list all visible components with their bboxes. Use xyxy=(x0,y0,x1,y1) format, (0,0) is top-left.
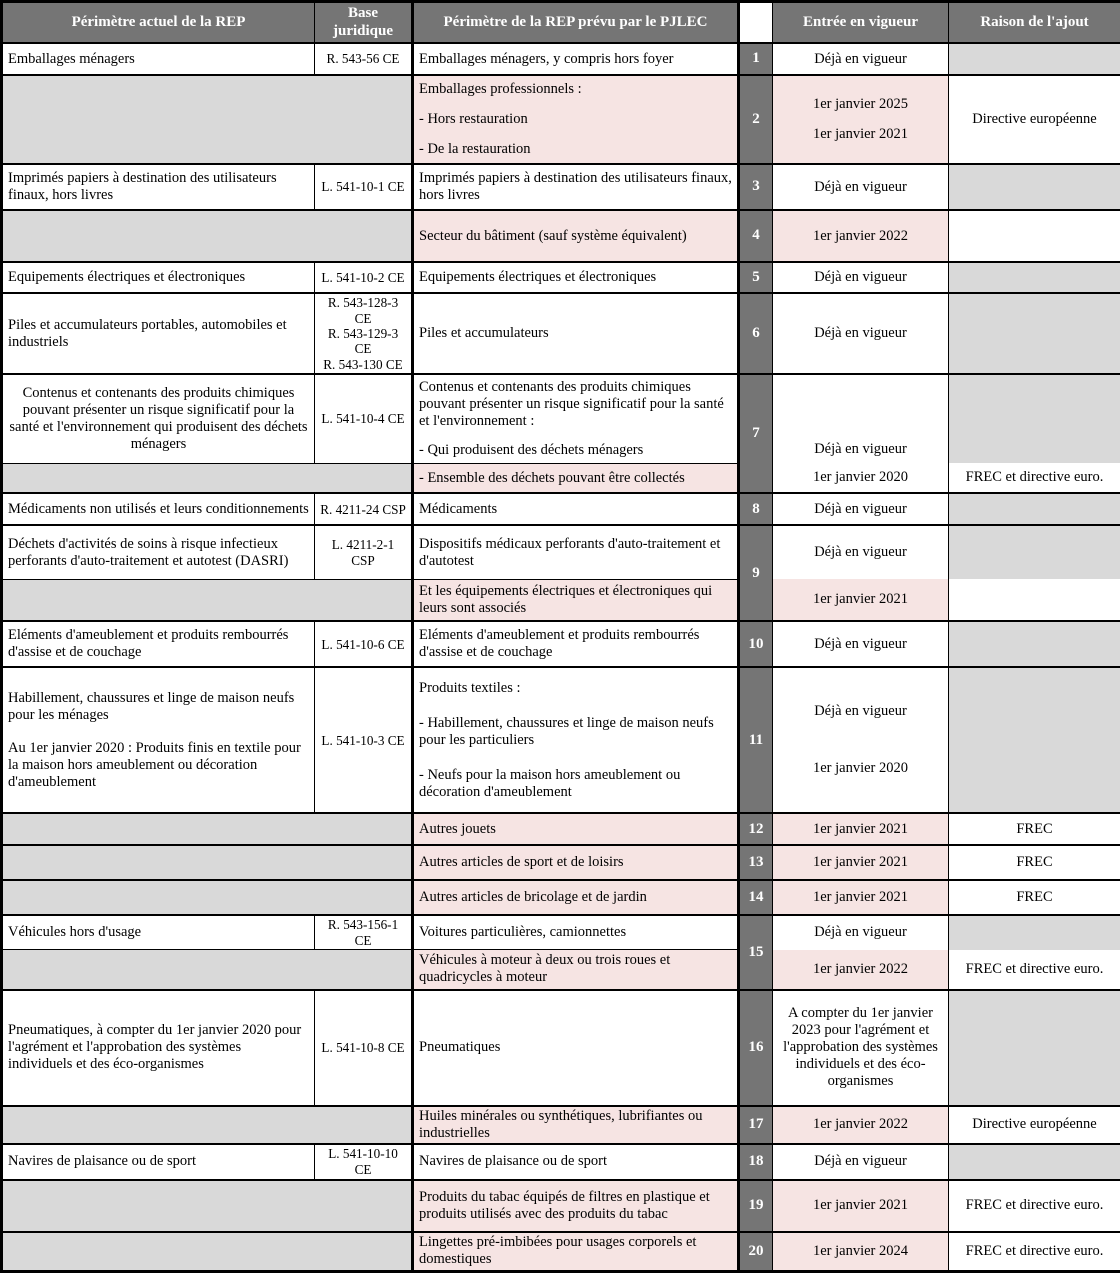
cell-entry xyxy=(773,621,949,667)
table-row xyxy=(2,813,1120,845)
cell-left xyxy=(2,374,315,463)
cell-scope xyxy=(413,293,739,374)
row-number: 4 xyxy=(739,210,773,262)
cell-scope xyxy=(413,525,739,579)
cell-base-text: R. 543-56 CE xyxy=(320,51,406,66)
cell-reason xyxy=(949,880,1120,915)
cell-reason xyxy=(949,1106,1120,1144)
cell-entry-text: 1er janvier 2021 xyxy=(778,821,943,838)
header-entree-en-vigueur: Entrée en vigueur xyxy=(773,2,949,44)
cell-reason xyxy=(949,262,1120,293)
table-row xyxy=(2,164,1120,210)
row-number: 8 xyxy=(739,493,773,525)
table-row xyxy=(2,210,1120,262)
row-number: 9 xyxy=(739,525,773,621)
cell-entry xyxy=(773,210,949,262)
cell-reason xyxy=(949,43,1120,75)
cell-left-text: Pneumatiques, à compter du 1er janvier 2020 pour l'agrément et l'approbation des systèmes individuels et des éco-organismes xyxy=(8,1022,309,1073)
cell-entry-text: Déjà en vigueur xyxy=(778,1153,943,1170)
cell-reason xyxy=(949,210,1120,262)
cell-reason xyxy=(949,950,1120,990)
cell-base-text: L. 541-10-4 CE xyxy=(320,411,406,426)
cell-scope xyxy=(413,374,739,463)
cell-scope-text: Navires de plaisance ou de sport xyxy=(419,1153,732,1170)
rep-table-body xyxy=(2,43,1120,1271)
row-number: 13 xyxy=(739,845,773,880)
cell-left xyxy=(2,262,315,293)
cell-left xyxy=(2,493,315,525)
cell-left xyxy=(2,525,315,579)
cell-entry-text: Déjà en vigueur xyxy=(778,51,943,68)
cell-entry-text: 1er janvier 2021 xyxy=(778,889,943,906)
cell-entry xyxy=(773,667,949,813)
table-row xyxy=(2,75,1120,164)
cell-entry xyxy=(773,493,949,525)
cell-left-text: Emballages ménagers xyxy=(8,51,309,68)
cell-reason xyxy=(949,990,1120,1106)
cell-left-text: Contenus et contenants des produits chimiques pouvant présenter un risque significatif pour la santé et l'environnement qui produisent des déchets ménagers xyxy=(8,385,309,453)
cell-left-text: Déchets d'activités de soins à risque infectieux perforants d'auto-traitement et autotest (DASRI) xyxy=(8,536,309,570)
cell-base-text: R. 543-128-3 CE xyxy=(320,295,406,326)
cell-entry-text: A compter du 1er janvier 2023 pour l'agrément et l'approbation des systèmes individuels et des éco-organismes xyxy=(778,1005,943,1090)
cell-scope xyxy=(413,210,739,262)
cell-scope xyxy=(413,463,739,493)
cell-scope-text: Médicaments xyxy=(419,501,732,518)
cell-base xyxy=(315,990,413,1106)
cell-scope-text: Pneumatiques xyxy=(419,1039,732,1056)
row-number: 17 xyxy=(739,1106,773,1144)
cell-entry xyxy=(773,75,949,164)
cell-scope xyxy=(413,43,739,75)
table-row xyxy=(2,374,1120,463)
row-number: 3 xyxy=(739,164,773,210)
cell-left-text: Equipements électriques et électroniques xyxy=(8,269,309,286)
cell-left-text: Navires de plaisance ou de sport xyxy=(8,1153,309,1170)
cell-left xyxy=(2,990,315,1106)
cell-scope-text: Piles et accumulateurs xyxy=(419,325,732,342)
cell-entry-text: 1er janvier 2024 xyxy=(778,1243,943,1260)
cell-base-text: L. 541-10-1 CE xyxy=(320,179,406,194)
cell-reason-text: FREC xyxy=(954,889,1115,906)
table-row xyxy=(2,667,1120,813)
cell-scope-text: Secteur du bâtiment (sauf système équivalent) xyxy=(419,228,732,245)
cell-base-text: L. 4211-2-1 CSP xyxy=(320,537,406,568)
row-number: 5 xyxy=(739,262,773,293)
cell-entry xyxy=(773,813,949,845)
cell-left xyxy=(2,667,315,813)
header-number-spacer xyxy=(739,2,773,44)
cell-reason xyxy=(949,621,1120,667)
cell-left xyxy=(2,880,413,915)
row-number: 20 xyxy=(739,1232,773,1272)
cell-entry-text: Déjà en vigueur xyxy=(778,441,943,458)
cell-scope-text: - Hors restauration xyxy=(419,111,732,128)
cell-base xyxy=(315,915,413,949)
cell-scope xyxy=(413,1106,739,1144)
cell-scope-text: Dispositifs médicaux perforants d'auto-traitement et d'autotest xyxy=(419,536,732,570)
cell-entry-text: 1er janvier 2020 xyxy=(778,760,943,777)
cell-entry xyxy=(773,579,949,621)
table-row xyxy=(2,845,1120,880)
cell-left xyxy=(2,845,413,880)
row-number: 10 xyxy=(739,621,773,667)
cell-scope-text: Produits textiles : xyxy=(419,680,732,697)
cell-entry-text: Déjà en vigueur xyxy=(778,325,943,342)
cell-base-text: R. 4211-24 CSP xyxy=(320,502,406,517)
cell-entry-text: 1er janvier 2021 xyxy=(778,854,943,871)
cell-left-text: Médicaments non utilisés et leurs conditionnements xyxy=(8,501,309,518)
cell-entry-text: Déjà en vigueur xyxy=(778,179,943,196)
cell-left xyxy=(2,210,413,262)
table-row xyxy=(2,1144,1120,1180)
cell-left xyxy=(2,1232,413,1272)
cell-entry-text: 1er janvier 2022 xyxy=(778,228,943,245)
table-row xyxy=(2,950,1120,990)
cell-reason xyxy=(949,1180,1120,1232)
table-row xyxy=(2,43,1120,75)
cell-entry xyxy=(773,880,949,915)
cell-scope xyxy=(413,880,739,915)
cell-left xyxy=(2,164,315,210)
cell-scope xyxy=(413,1232,739,1272)
cell-base-text: R. 543-156-1 CE xyxy=(320,917,406,948)
cell-left xyxy=(2,621,315,667)
cell-base-text: L. 541-10-10 CE xyxy=(320,1146,406,1177)
cell-base xyxy=(315,667,413,813)
table-row xyxy=(2,293,1120,374)
cell-entry-text: 1er janvier 2020 xyxy=(778,469,943,486)
cell-scope xyxy=(413,813,739,845)
header-perimetre-pjlec: Périmètre de la REP prévu par le PJLEC xyxy=(413,2,739,44)
cell-scope-text: Autres articles de sport et de loisirs xyxy=(419,854,732,871)
table-row xyxy=(2,1106,1120,1144)
cell-base-text: L. 541-10-6 CE xyxy=(320,637,406,652)
cell-scope-text: - Ensemble des déchets pouvant être collectés xyxy=(419,470,732,487)
cell-reason xyxy=(949,1144,1120,1180)
cell-scope xyxy=(413,667,739,813)
cell-left xyxy=(2,1180,413,1232)
cell-base xyxy=(315,1144,413,1180)
cell-entry xyxy=(773,1180,949,1232)
cell-base-text: L. 541-10-3 CE xyxy=(320,733,406,748)
cell-left-text: Au 1er janvier 2020 : Produits finis en textile pour la maison hors ameublement ou décoration d'ameublement xyxy=(8,740,309,791)
cell-scope-text: Voitures particulières, camionnettes xyxy=(419,924,732,941)
row-number: 19 xyxy=(739,1180,773,1232)
cell-entry xyxy=(773,293,949,374)
cell-reason-text: FREC et directive euro. xyxy=(954,961,1115,978)
cell-reason-text: FREC xyxy=(954,821,1115,838)
cell-left-text: Imprimés papiers à destination des utilisateurs finaux, hors livres xyxy=(8,170,309,204)
cell-scope xyxy=(413,915,739,949)
table-row xyxy=(2,463,1120,493)
cell-base xyxy=(315,293,413,374)
cell-reason-text: Directive européenne xyxy=(954,111,1115,128)
cell-base xyxy=(315,525,413,579)
cell-base-text: R. 543-130 CE xyxy=(320,357,406,372)
cell-left xyxy=(2,1106,413,1144)
cell-reason xyxy=(949,525,1120,579)
cell-scope xyxy=(413,164,739,210)
cell-scope xyxy=(413,262,739,293)
cell-entry-text: 1er janvier 2022 xyxy=(778,961,943,978)
cell-base-text: L. 541-10-2 CE xyxy=(320,270,406,285)
cell-reason-text: FREC et directive euro. xyxy=(954,1243,1115,1260)
cell-entry xyxy=(773,950,949,990)
cell-entry-text: Déjà en vigueur xyxy=(778,636,943,653)
cell-scope xyxy=(413,950,739,990)
cell-left xyxy=(2,579,413,621)
cell-scope-text: Equipements électriques et électroniques xyxy=(419,269,732,286)
row-number: 15 xyxy=(739,915,773,989)
cell-entry xyxy=(773,990,949,1106)
cell-entry xyxy=(773,374,949,463)
row-number: 2 xyxy=(739,75,773,164)
table-header xyxy=(2,2,1120,44)
cell-base xyxy=(315,374,413,463)
header-raison-ajout: Raison de l'ajout xyxy=(949,2,1120,44)
cell-entry-text: 1er janvier 2021 xyxy=(778,1197,943,1214)
cell-reason-text: FREC et directive euro. xyxy=(954,1197,1115,1214)
row-number: 11 xyxy=(739,667,773,813)
cell-base-text: L. 541-10-8 CE xyxy=(320,1040,406,1055)
cell-scope xyxy=(413,493,739,525)
header-row xyxy=(2,2,1120,44)
row-number: 1 xyxy=(739,43,773,75)
cell-left xyxy=(2,813,413,845)
table-row xyxy=(2,621,1120,667)
cell-entry-text: Déjà en vigueur xyxy=(778,269,943,286)
cell-scope-text: - Habillement, chaussures et linge de maison neufs pour les particuliers xyxy=(419,715,732,749)
table-row xyxy=(2,525,1120,579)
row-number: 14 xyxy=(739,880,773,915)
cell-scope-text: Lingettes pré-imbibées pour usages corporels et domestiques xyxy=(419,1234,732,1268)
cell-entry xyxy=(773,1106,949,1144)
cell-entry xyxy=(773,1144,949,1180)
row-number: 7 xyxy=(739,374,773,493)
cell-entry xyxy=(773,262,949,293)
cell-reason xyxy=(949,1232,1120,1272)
cell-reason xyxy=(949,293,1120,374)
cell-left xyxy=(2,915,315,949)
cell-scope xyxy=(413,579,739,621)
table-row xyxy=(2,1180,1120,1232)
cell-entry xyxy=(773,845,949,880)
cell-base xyxy=(315,262,413,293)
table-row xyxy=(2,579,1120,621)
cell-scope-text: Autres articles de bricolage et de jardin xyxy=(419,889,732,906)
cell-scope-text: Produits du tabac équipés de filtres en plastique et produits utilisés avec des produits du tabac xyxy=(419,1189,732,1223)
cell-base-text: R. 543-129-3 CE xyxy=(320,326,406,357)
cell-entry xyxy=(773,915,949,949)
cell-left-text: Habillement, chaussures et linge de maison neufs pour les ménages xyxy=(8,690,309,724)
cell-entry xyxy=(773,1232,949,1272)
cell-left-text: Eléments d'ameublement et produits rembourrés d'assise et de couchage xyxy=(8,627,309,661)
cell-entry-text: Déjà en vigueur xyxy=(778,501,943,518)
cell-left xyxy=(2,293,315,374)
cell-scope xyxy=(413,990,739,1106)
cell-reason xyxy=(949,463,1120,493)
cell-reason xyxy=(949,493,1120,525)
cell-reason xyxy=(949,845,1120,880)
cell-entry-text: 1er janvier 2025 xyxy=(778,96,943,113)
cell-left-text: Piles et accumulateurs portables, automobiles et industriels xyxy=(8,317,309,351)
cell-reason-text: FREC xyxy=(954,854,1115,871)
cell-entry xyxy=(773,525,949,579)
cell-scope xyxy=(413,845,739,880)
cell-scope-text: Véhicules à moteur à deux ou trois roues et quadricycles à moteur xyxy=(419,952,732,986)
table-row xyxy=(2,262,1120,293)
cell-scope-text: Emballages professionnels : xyxy=(419,81,732,98)
cell-base xyxy=(315,493,413,525)
cell-scope-text: Autres jouets xyxy=(419,821,732,838)
cell-entry-text: Déjà en vigueur xyxy=(778,703,943,720)
cell-reason xyxy=(949,813,1120,845)
table-row xyxy=(2,1232,1120,1272)
cell-entry-text: Déjà en vigueur xyxy=(778,544,943,561)
header-perimetre-actuel: Périmètre actuel de la REP xyxy=(2,2,315,44)
table-row xyxy=(2,493,1120,525)
cell-reason xyxy=(949,915,1120,949)
cell-scope xyxy=(413,1180,739,1232)
cell-reason xyxy=(949,75,1120,164)
cell-reason xyxy=(949,667,1120,813)
cell-entry-text: Déjà en vigueur xyxy=(778,924,943,941)
cell-scope-text: Eléments d'ameublement et produits rembourrés d'assise et de couchage xyxy=(419,627,732,661)
cell-base xyxy=(315,164,413,210)
cell-left xyxy=(2,950,413,990)
cell-reason xyxy=(949,374,1120,463)
cell-left xyxy=(2,463,413,493)
cell-reason-text: Directive européenne xyxy=(954,1116,1115,1133)
cell-scope-text: Contenus et contenants des produits chimiques pouvant présenter un risque significatif pour la santé et l'environnement : xyxy=(419,379,732,430)
cell-left xyxy=(2,75,413,164)
cell-left xyxy=(2,43,315,75)
cell-entry xyxy=(773,463,949,493)
cell-scope-text: Et les équipements électriques et électroniques qui leurs sont associés xyxy=(419,583,732,617)
row-number: 18 xyxy=(739,1144,773,1180)
cell-left xyxy=(2,1144,315,1180)
table-row xyxy=(2,880,1120,915)
row-number: 16 xyxy=(739,990,773,1106)
cell-left-text: Véhicules hors d'usage xyxy=(8,924,309,941)
cell-scope-text: - Neufs pour la maison hors ameublement ou décoration d'ameublement xyxy=(419,767,732,801)
table-row xyxy=(2,915,1120,949)
cell-scope-text: Imprimés papiers à destination des utilisateurs finaux, hors livres xyxy=(419,170,732,204)
cell-scope-text: Huiles minérales ou synthétiques, lubrifiantes ou industrielles xyxy=(419,1108,732,1142)
cell-scope-text: - De la restauration xyxy=(419,141,732,158)
cell-reason-text: FREC et directive euro. xyxy=(954,469,1115,486)
cell-scope xyxy=(413,1144,739,1180)
cell-reason xyxy=(949,579,1120,621)
cell-entry-text: 1er janvier 2021 xyxy=(778,126,943,143)
header-base-juridique: Base juridique xyxy=(315,2,413,44)
row-number: 12 xyxy=(739,813,773,845)
cell-entry-text: 1er janvier 2021 xyxy=(778,591,943,608)
cell-scope xyxy=(413,75,739,164)
row-number: 6 xyxy=(739,293,773,374)
cell-base xyxy=(315,621,413,667)
cell-scope-text: Emballages ménagers, y compris hors foyer xyxy=(419,51,732,68)
cell-base xyxy=(315,43,413,75)
cell-entry-text: 1er janvier 2022 xyxy=(778,1116,943,1133)
table-row xyxy=(2,990,1120,1106)
cell-entry xyxy=(773,43,949,75)
cell-scope xyxy=(413,621,739,667)
cell-entry xyxy=(773,164,949,210)
cell-reason xyxy=(949,164,1120,210)
cell-scope-text: - Qui produisent des déchets ménagers xyxy=(419,442,732,459)
